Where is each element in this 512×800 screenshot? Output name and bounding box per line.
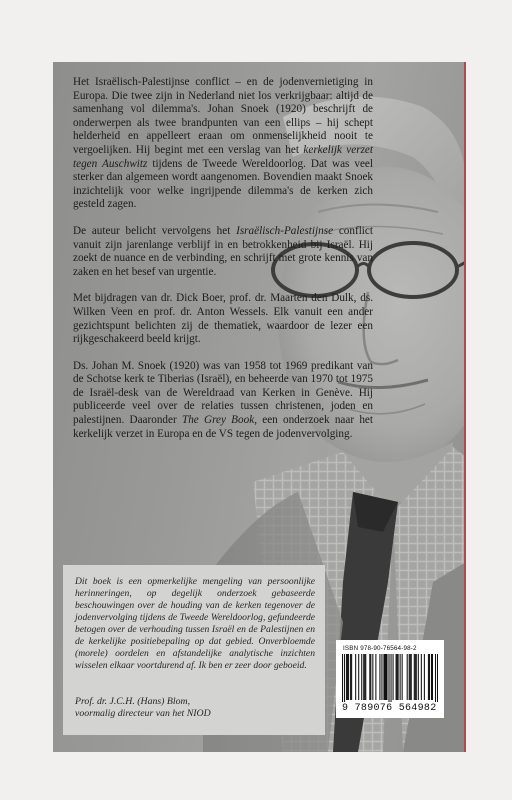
barcode-bar xyxy=(348,654,349,700)
barcode-bar xyxy=(358,654,359,700)
barcode-bar xyxy=(410,654,411,700)
barcode-bar xyxy=(388,654,389,702)
barcode-bar xyxy=(350,654,351,700)
barcode-bar xyxy=(375,654,376,700)
barcode-bar xyxy=(407,654,408,700)
barcode-bar xyxy=(355,654,356,700)
barcode-bar xyxy=(418,654,419,700)
endorsement-author: Prof. dr. J.C.H. (Hans) Blom, voormalig directeur van het NIOD xyxy=(75,696,211,719)
barcode-bar xyxy=(351,654,352,700)
barcode-bar xyxy=(347,654,348,700)
barcode-bar xyxy=(396,654,397,700)
barcode-bar xyxy=(402,654,403,700)
barcode-bar xyxy=(424,654,425,700)
barcode-bar xyxy=(411,654,412,700)
barcode-bar xyxy=(428,654,429,700)
barcode-bar xyxy=(365,654,366,700)
isbn-label: ISBN 978-90-76564-98-2 xyxy=(343,645,417,652)
blurb-paragraph: Het Israëlisch-Palestijnse conflict – en de jodenvernietiging in Europa. Die twee zijn in Nederland niet los verkrijgbaar: altijd de samenhang vol dilemma's. Johan Snoek (1920) beschrijft de onderwerpen als twee brandpunten van een ellips – hij schept helderheid en appelleert eraan om onmenselijkheid nooit te vergoelijken. Hij begint met een verslag van het kerkelijk verzet tegen Auschwitz tijdens de Tweede Wereldoorlog. Dat was veel sterker dan algemeen wordt aangenomen. Bovendien maakt Snoek inzichtelijk voor welke ingrijpende dilemma's de kerken zich gesteld zagen. xyxy=(73,76,374,211)
barcode-bar xyxy=(429,654,430,700)
blurb-paragraph: De auteur belicht vervolgens het Israëlisch-Palestijnse conflict vanuit zijn jarenlange verblijf in en betrokkenheid bij Israël. Hij zoekt de nuance en de verbinding, en schrijft met grote kennis van zaken en het besef van urgentie. xyxy=(73,224,373,278)
barcode-bar xyxy=(432,654,433,700)
barcode-bar xyxy=(415,654,416,700)
barcode-bar xyxy=(384,654,385,700)
blurb-emphasis: kerkelijk verzet tegen Auschwitz xyxy=(73,143,374,170)
barcode-bar xyxy=(400,654,401,700)
barcode-bar xyxy=(409,654,410,700)
book-title-emphasis: The Grey Book xyxy=(181,414,255,427)
barcode-bar xyxy=(342,654,343,702)
barcode-bar xyxy=(386,654,387,700)
ean-number: 9 789076 564982 xyxy=(342,703,437,714)
back-cover xyxy=(53,62,466,752)
barcode-bar xyxy=(398,654,399,700)
blurb-text xyxy=(73,76,373,454)
barcode-bar xyxy=(383,654,384,700)
barcode-bar xyxy=(369,654,370,700)
endorsement-quote: Dit boek is een opmerkelijke mengeling van persoonlijke herinneringen, op degelijk onderzoek gebaseerde beschouwingen over de houding van de kerken tegenover de jodenvervolging tijdens de Tweede Wereldoorlog, gefundeerde betogen over de verhouding tussen Israël en de Palestijnen en de kerkelijke positiebepaling op dat gebied. Onverbloemde (morele) oordelen en afstandelijke analytische inzichten wisselen elkaar voortdurend af. Ik ben er zeer door geboeid. xyxy=(75,576,315,671)
barcode-bar xyxy=(363,654,364,700)
endorsement-quote-box xyxy=(63,565,325,735)
barcode-bar xyxy=(364,654,365,700)
author-bio: Ds. Johan M. Snoek (1920) was van 1958 tot 1969 predikant van de Schotse kerk te Tiberias (Israël), en beheerde van 1970 tot 1975 de Israël-desk van de Wereldraad van Kerken in Genève. Hij publiceerde veel over de relaties tussen christenen, joden en palestijnen. Daaronder The Grey Book, een onderzoek naar het kerkelijk verzet in Europa en de VS tegen de jodenvervolging. xyxy=(73,359,373,440)
barcode-bar xyxy=(397,654,398,700)
barcode-bar xyxy=(379,654,380,700)
blurb-paragraph: Met bijdragen van dr. Dick Boer, prof. dr. Maarten den Dulk, ds. Wilken Veen en prof. dr. Anton Wessels. Elk vanuit een ander gezichtspunt belichten zij de thematiek, waardoor de lezer een rijkgeschakeerd beeld krijgt. xyxy=(73,292,373,346)
isbn-barcode xyxy=(336,640,444,718)
barcode-bar xyxy=(435,654,436,702)
barcode-bar xyxy=(372,654,373,700)
barcode-bar xyxy=(416,654,417,700)
barcode-bars xyxy=(342,654,438,702)
barcode-bar xyxy=(421,654,422,700)
barcode-bar xyxy=(361,654,362,700)
barcode-bar xyxy=(370,654,371,700)
barcode-bar xyxy=(437,654,438,702)
barcode-bar xyxy=(391,654,392,702)
barcode-bar xyxy=(393,654,394,700)
barcode-bar xyxy=(344,654,345,702)
barcode-bar xyxy=(385,654,386,700)
barcode-bar xyxy=(431,654,432,700)
barcode-bar xyxy=(381,654,382,700)
barcode-bar xyxy=(346,654,347,700)
barcode-bar xyxy=(414,654,415,700)
blurb-emphasis: Israëlisch-Palestijnse xyxy=(236,224,334,237)
